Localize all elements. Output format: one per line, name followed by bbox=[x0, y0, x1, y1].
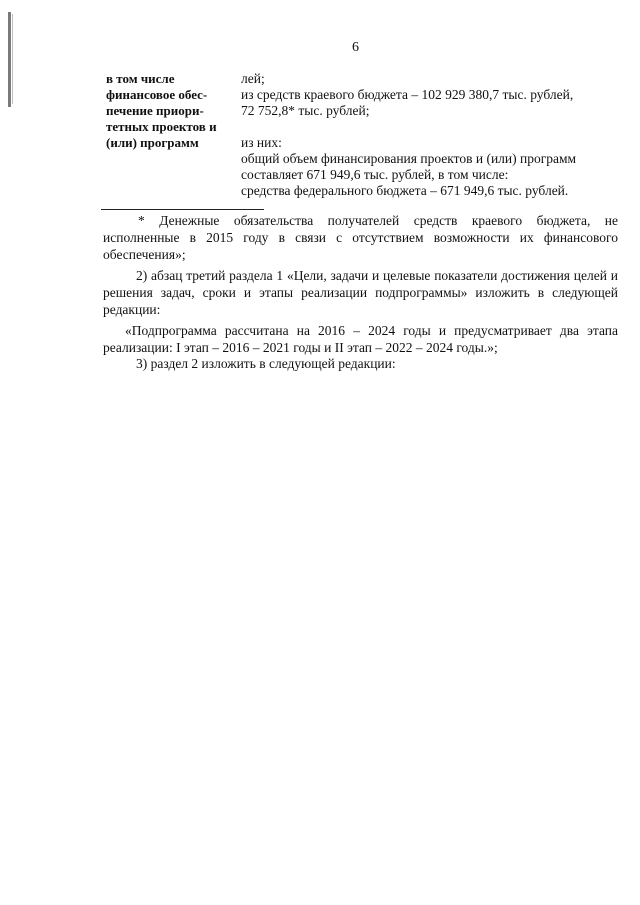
passport-row-label bbox=[106, 71, 236, 151]
value-line: из них: bbox=[241, 135, 282, 150]
value-line: средства федерального бюджета – 671 949,6 тыс. рублей. bbox=[241, 183, 569, 198]
value-line: лей; bbox=[241, 71, 265, 86]
paragraph-item-2: 2) абзац третий раздела 1 «Цели, задачи и целевые показатели достижения целей и решения задач, сроки и этапы реализации подпрограммы» изложить в следующей редакции: bbox=[103, 268, 618, 317]
value-spacer bbox=[241, 119, 626, 135]
value-line: 72 752,8* тыс. рублей; bbox=[241, 103, 370, 118]
passport-row-value bbox=[241, 71, 626, 199]
footnote-text: * Денежные обязательства получателей средств краевого бюджета, не исполненные в 2015 году в связи с отсутствием возможности их финансового обеспечения»; bbox=[103, 213, 618, 262]
label-line: печение приори- bbox=[106, 103, 204, 118]
footnote-separator bbox=[101, 209, 264, 210]
paragraph-quote: «Подпрограмма рассчитана на 2016 – 2024 годы и предусматривает два этапа реализации: I этап – 2016 – 2021 годы и II этап – 2022 – 2024 годы.»; bbox=[103, 323, 618, 355]
label-line: тетных проектов и bbox=[106, 119, 217, 134]
value-line: из средств краевого бюджета – 102 929 380,7 тыс. рублей, bbox=[241, 87, 574, 102]
page-number: 6 bbox=[352, 40, 359, 55]
scan-edge-shadow bbox=[12, 14, 13, 104]
label-line: финансовое обес- bbox=[106, 87, 208, 102]
paragraph-item-3: 3) раздел 2 изложить в следующей редакции: bbox=[136, 356, 396, 371]
label-line: (или) программ bbox=[106, 135, 199, 150]
value-line: общий объем финансирования проектов и (или) программ bbox=[241, 151, 577, 166]
value-line: составляет 671 949,6 тыс. рублей, в том числе: bbox=[241, 167, 509, 182]
scan-edge-mark bbox=[8, 12, 11, 107]
label-line: в том числе bbox=[106, 71, 175, 86]
